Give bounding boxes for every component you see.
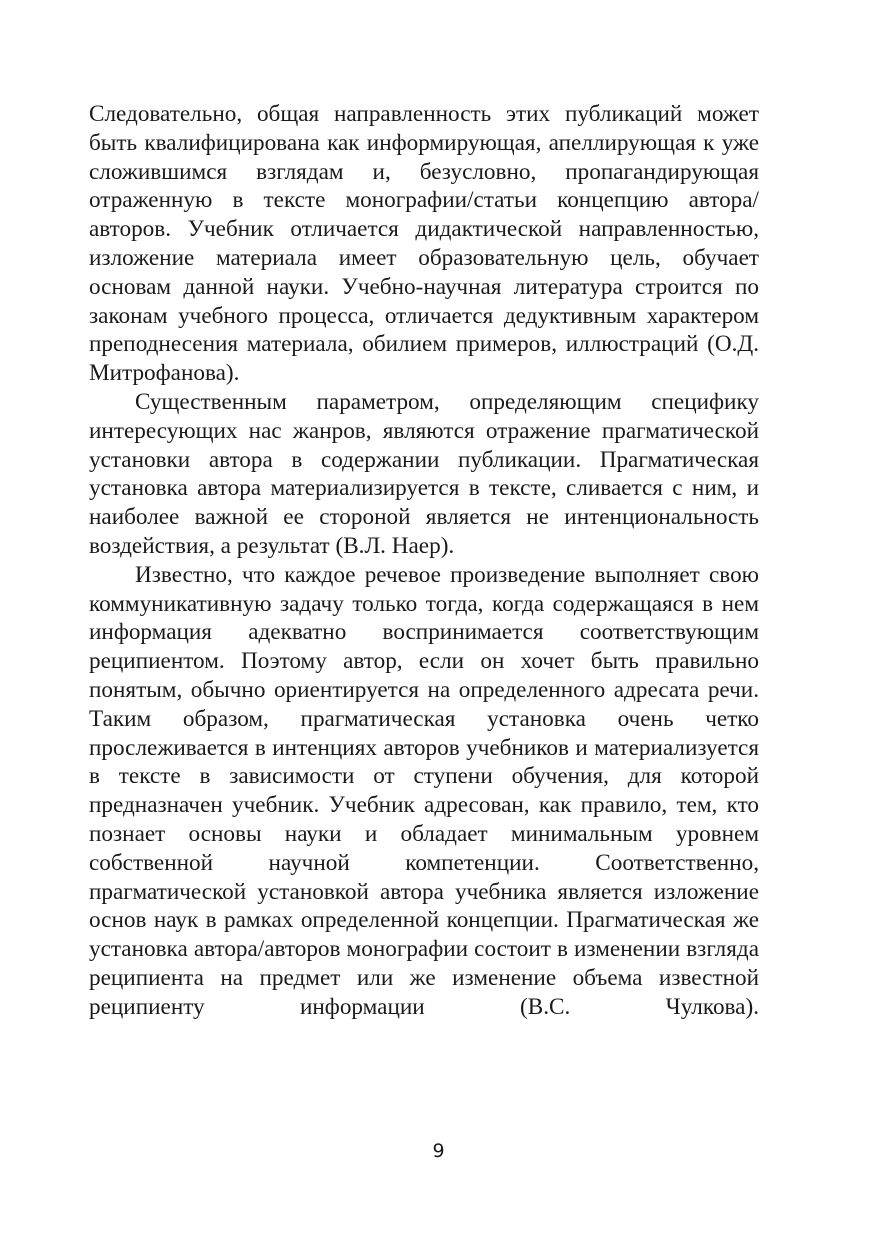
paragraph-1: Следовательно, общая направленность этих публикаций может быть квалифицирована как информирующая, апеллирующая к уже сложившимся взглядам и, безусловно, пропагандирующая отраженную в тексте монографии/статьи концепцию автора/авторов. Учебник отличается дидактической направленностью, изложение материала имеет образовательную цель, обучает основам данной науки. Учебно-научная литература строится по законам учебного процесса, отличается дедуктивным характером преподнесения материала, обилием примеров, иллюстраций (О.Д. Митрофанова). [89,101,759,387]
paragraph-3: Известно, что каждое речевое произведение выполняет свою коммуникативную задачу только тогда, когда содержащаяся в нем информация адекватно воспринимается соответствующим реципиентом. Поэтому автор, если он хочет быть правильно понятым, обычно ориентируется на определенного адресата речи. Таким образом, прагматическая установка очень четко прослеживается в интенциях авторов учебников и материализуется в тексте в зависимости от ступени обучения, для которой предназначен учебник. Учебник адресован, как правило, тем, кто познает основы науки и обладает минимальным уровнем собственной научной компетенции. Соответственно, прагматической установкой автора учебника является изложение основ наук в рамках определенной концепции. Прагматическая же установка автора/авторов монографии состоит в изменении взгляда реципиента на предмет или же изменение объема известной реципиенту информации (В.С. Чулкова). [89,561,759,1020]
body-text [89,100,759,1022]
paragraph-2: Существенным параметром, определяющим специфику интересующих нас жанров, являются отражение прагматической установки автора в содержании публикации. Прагматическая установка автора материализируется в тексте, сливается с ним, и наиболее важной ее стороной является не интенциональность воздействия, а результат (В.Л. Наер). [89,388,759,559]
page-number: 9 [432,1140,445,1162]
